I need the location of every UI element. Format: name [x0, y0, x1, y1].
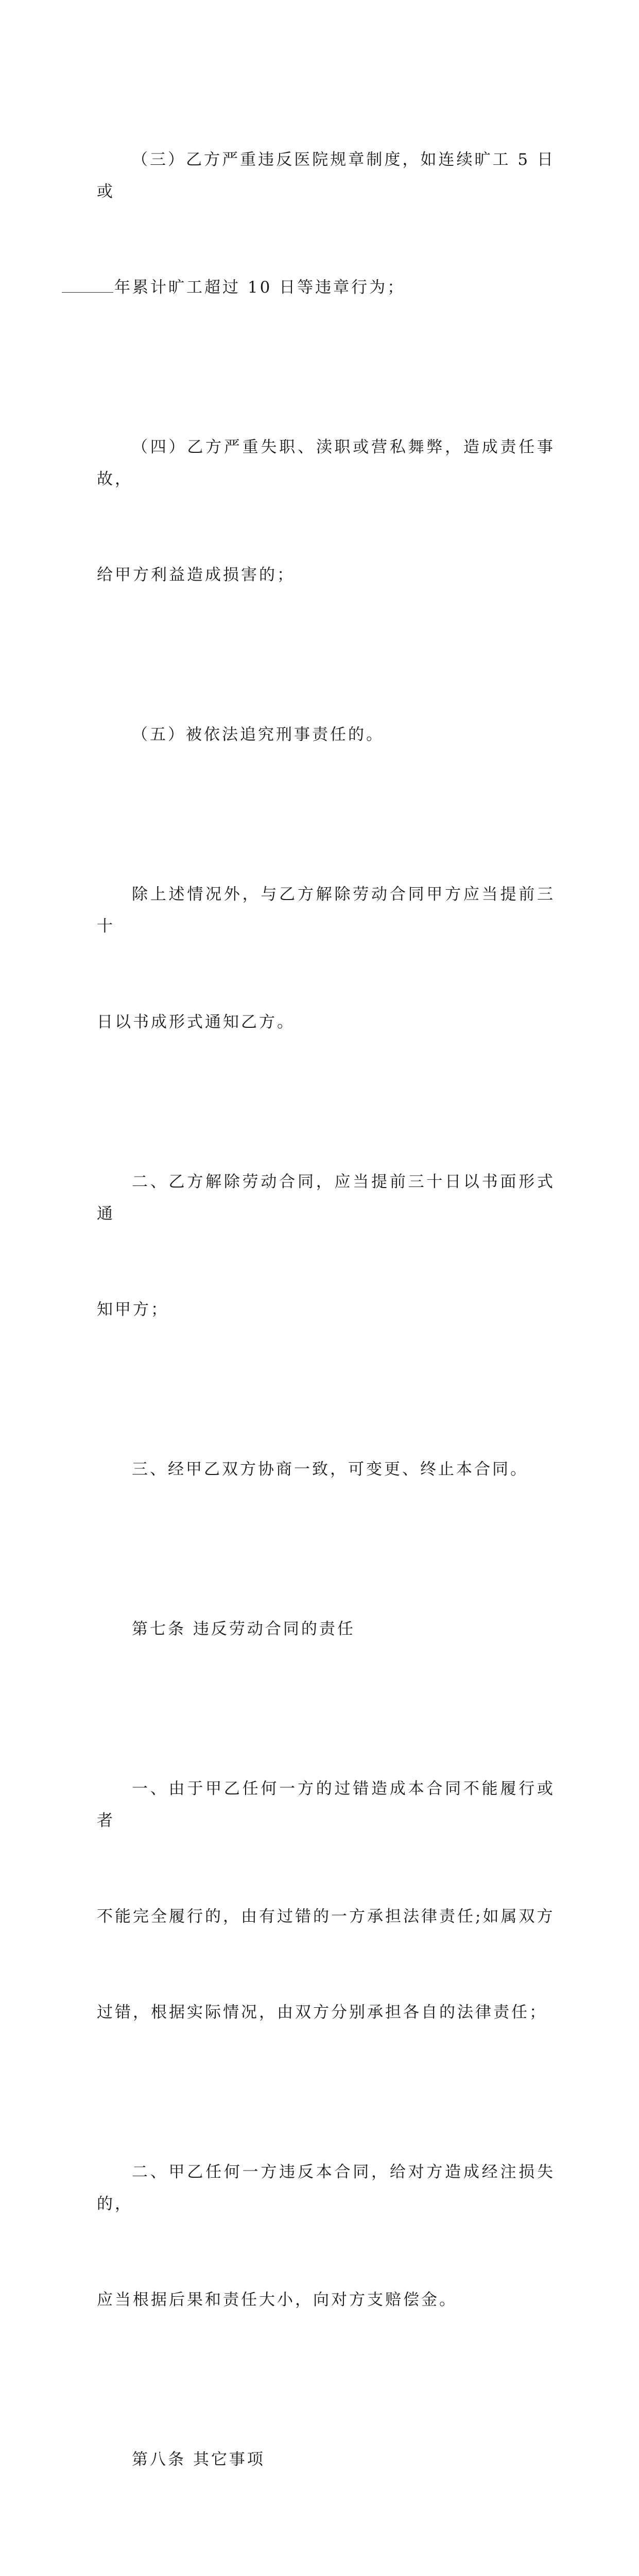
article-8-clause-1	[97, 2539, 555, 2576]
text-line	[62, 272, 555, 303]
text-line: 应当根据后果和责任大小，向对方支赔偿金。	[97, 2291, 457, 2309]
article-8-heading	[97, 2380, 555, 2539]
text-line: 知甲方；	[97, 1300, 169, 1319]
text-line: （三）乙方严重违反医院规章制度，如连续旷工 5 日或	[97, 150, 555, 201]
article-7-heading	[97, 1549, 555, 1709]
clause-3-serious-violation	[97, 80, 555, 367]
fill-in-blank	[62, 277, 113, 293]
text-line: 除上述情况外，与乙方解除劳动合同甲方应当提前三十	[97, 885, 555, 936]
notice-30-days-employee	[97, 1102, 555, 1389]
section-heading: 第八条 其它事项	[132, 2450, 265, 2469]
text-line: 二、乙方解除劳动合同，应当提前三十日以书面形式通	[97, 1173, 555, 1223]
contract-body	[97, 80, 555, 2576]
text-line: 不能完全履行的，由有过错的一方承担法律责任;如属双方	[97, 1907, 555, 1926]
text-line: 一、由于甲乙任何一方的过错造成本合同不能履行或者	[97, 1780, 555, 1830]
notice-30-days-employer	[97, 815, 555, 1102]
text-line: 三、经甲乙双方协商一致，可变更、终止本合同。	[132, 1460, 528, 1479]
mutual-agreement-clause	[97, 1389, 555, 1549]
text-line: 二、甲乙任何一方违反本合同，给对方造成经注损失的，	[97, 2163, 555, 2213]
text-line-content: 年累计旷工超过 10 日等违章行为；	[114, 278, 406, 297]
section-heading: 第七条 违反劳动合同的责任	[132, 1620, 355, 1638]
article-7-clause-2	[97, 2092, 555, 2380]
text-line: 给甲方利益造成损害的；	[97, 566, 295, 584]
text-line: 过错，根据实际情况，由双方分别承担各自的法律责任；	[97, 2003, 547, 2022]
text-line: （五）被依法追究刑事责任的。	[132, 725, 384, 744]
clause-4-dereliction	[97, 367, 555, 655]
article-7-clause-1	[97, 1709, 555, 2092]
clause-5-criminal-liability	[97, 655, 555, 815]
text-line: （四）乙方严重失职、渎职或营私舞弊，造成责任事故，	[97, 438, 555, 488]
text-line: 日以书成形式通知乙方。	[97, 1013, 295, 1031]
